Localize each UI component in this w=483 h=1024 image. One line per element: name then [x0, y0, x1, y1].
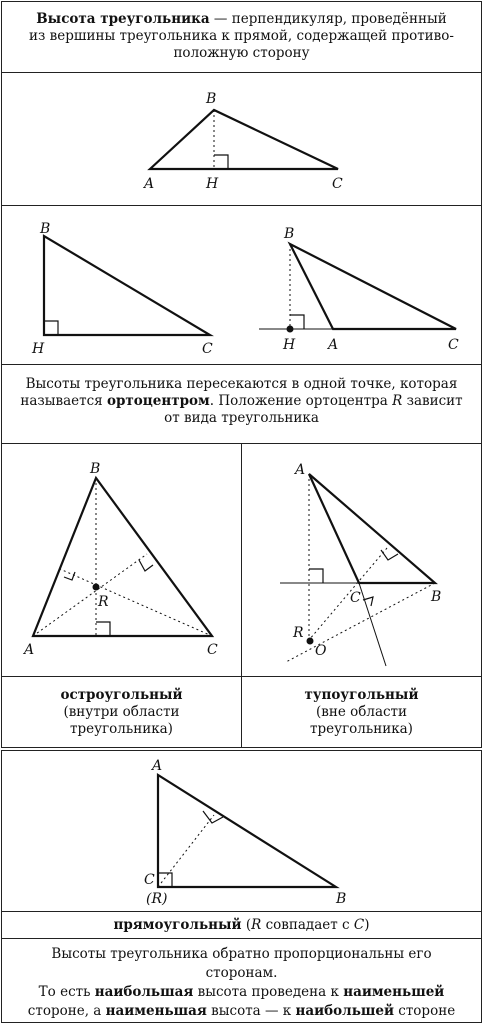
label-r: R — [293, 625, 304, 641]
triangle-abc — [150, 110, 338, 169]
acute-title: остроугольный — [60, 687, 183, 703]
acute-diagram-box — [1, 443, 242, 677]
label-b: B — [431, 589, 442, 605]
right-angle-mark — [381, 550, 398, 560]
acute-triangle-diagram — [2, 444, 243, 678]
definition-line2: из вершины треугольника к прямой, содержащей противо- — [29, 28, 454, 44]
label-c: C — [448, 337, 459, 353]
inverse-text: Высоты треугольника обратно пропорциональны его сторонам. То есть наибольшая высота проведена к наименьшей стороне, а наименьшая высота — к наибольшей стороне — [27, 946, 456, 1019]
orthocenter-line3: от вида треугольника — [164, 410, 319, 426]
right-angle-mark — [96, 622, 110, 636]
definition-line3: положную сторону — [173, 45, 310, 61]
orthocenter-text: Высоты треугольника пересекаются в одной точке, которая называется ортоцентром. Положение ортоцентра R зависит от вида треугольника — [10, 376, 473, 427]
altitude-diagram-box — [1, 72, 482, 206]
right-triangle-diagram — [2, 751, 483, 913]
altitude-special-diagrams — [2, 206, 483, 366]
label-b: B — [90, 461, 101, 477]
obtuse-diagram-box — [241, 443, 482, 677]
label-b: B — [40, 221, 51, 237]
acute-caption: остроугольный (внутри области треугольника) — [60, 687, 183, 737]
label-r-paren: (R) — [146, 891, 168, 907]
right-triangle — [44, 236, 210, 335]
orthocenter-line1: Высоты треугольника пересекаются в одной точке, которая — [25, 376, 458, 392]
label-b: B — [284, 226, 295, 242]
inverse-box — [1, 938, 482, 1023]
definition-line1: — перпендикуляр, проведённый — [209, 11, 447, 27]
label-c: C — [144, 872, 155, 888]
label-h: H — [206, 176, 219, 192]
label-a: A — [24, 642, 35, 658]
right-diagram-box — [1, 750, 482, 912]
right-caption-box — [1, 911, 482, 939]
label-a: A — [144, 176, 155, 192]
altitude-inner-diagram — [2, 73, 483, 207]
label-o: O — [315, 643, 327, 659]
obtuse-title: тупоугольный — [304, 687, 419, 703]
label-a: A — [152, 758, 163, 774]
altitude-from-c — [158, 815, 214, 887]
right-angle-mark — [309, 569, 323, 583]
acute-triangle — [33, 478, 212, 636]
right-angle-mark — [44, 321, 58, 335]
label-b: B — [206, 91, 217, 107]
acute-caption-box — [1, 676, 242, 748]
obtuse-triangle — [309, 474, 435, 583]
right-triangle — [158, 775, 336, 887]
definition-term: Высота треугольника — [36, 11, 210, 27]
label-a: A — [295, 462, 306, 478]
obtuse-caption: тупоугольный (вне области треугольника) — [304, 687, 419, 737]
right-title: прямоугольный — [113, 917, 242, 933]
right-angle-mark — [158, 873, 172, 887]
obtuse-caption-box — [241, 676, 482, 748]
altitude-special-cases-box — [1, 205, 482, 365]
foot-point — [287, 326, 294, 333]
orthocenter-point — [307, 638, 314, 645]
orthocenter-point — [93, 584, 100, 591]
obtuse-triangle — [290, 244, 456, 329]
right-angle-mark — [139, 560, 153, 571]
label-a: A — [328, 337, 339, 353]
label-h: H — [283, 337, 296, 353]
right-angle-mark — [214, 155, 228, 169]
right-caption: прямоугольный (R совпадает с C) — [113, 917, 370, 933]
obtuse-triangle-diagram — [242, 444, 483, 678]
altitude-from-c — [60, 569, 212, 636]
definition-text — [10, 11, 473, 62]
label-h: H — [32, 341, 45, 357]
definition-box — [1, 1, 482, 73]
altitude-from-c — [309, 548, 387, 640]
label-b: B — [336, 891, 347, 907]
label-c: C — [207, 642, 218, 658]
label-c: C — [202, 341, 213, 357]
orthocenter-box — [1, 364, 482, 444]
label-c: C — [350, 590, 361, 606]
label-r: R — [98, 594, 109, 610]
orthocenter-term: ортоцентром — [106, 393, 210, 409]
label-c: C — [332, 176, 343, 192]
extension-ac — [359, 583, 386, 666]
